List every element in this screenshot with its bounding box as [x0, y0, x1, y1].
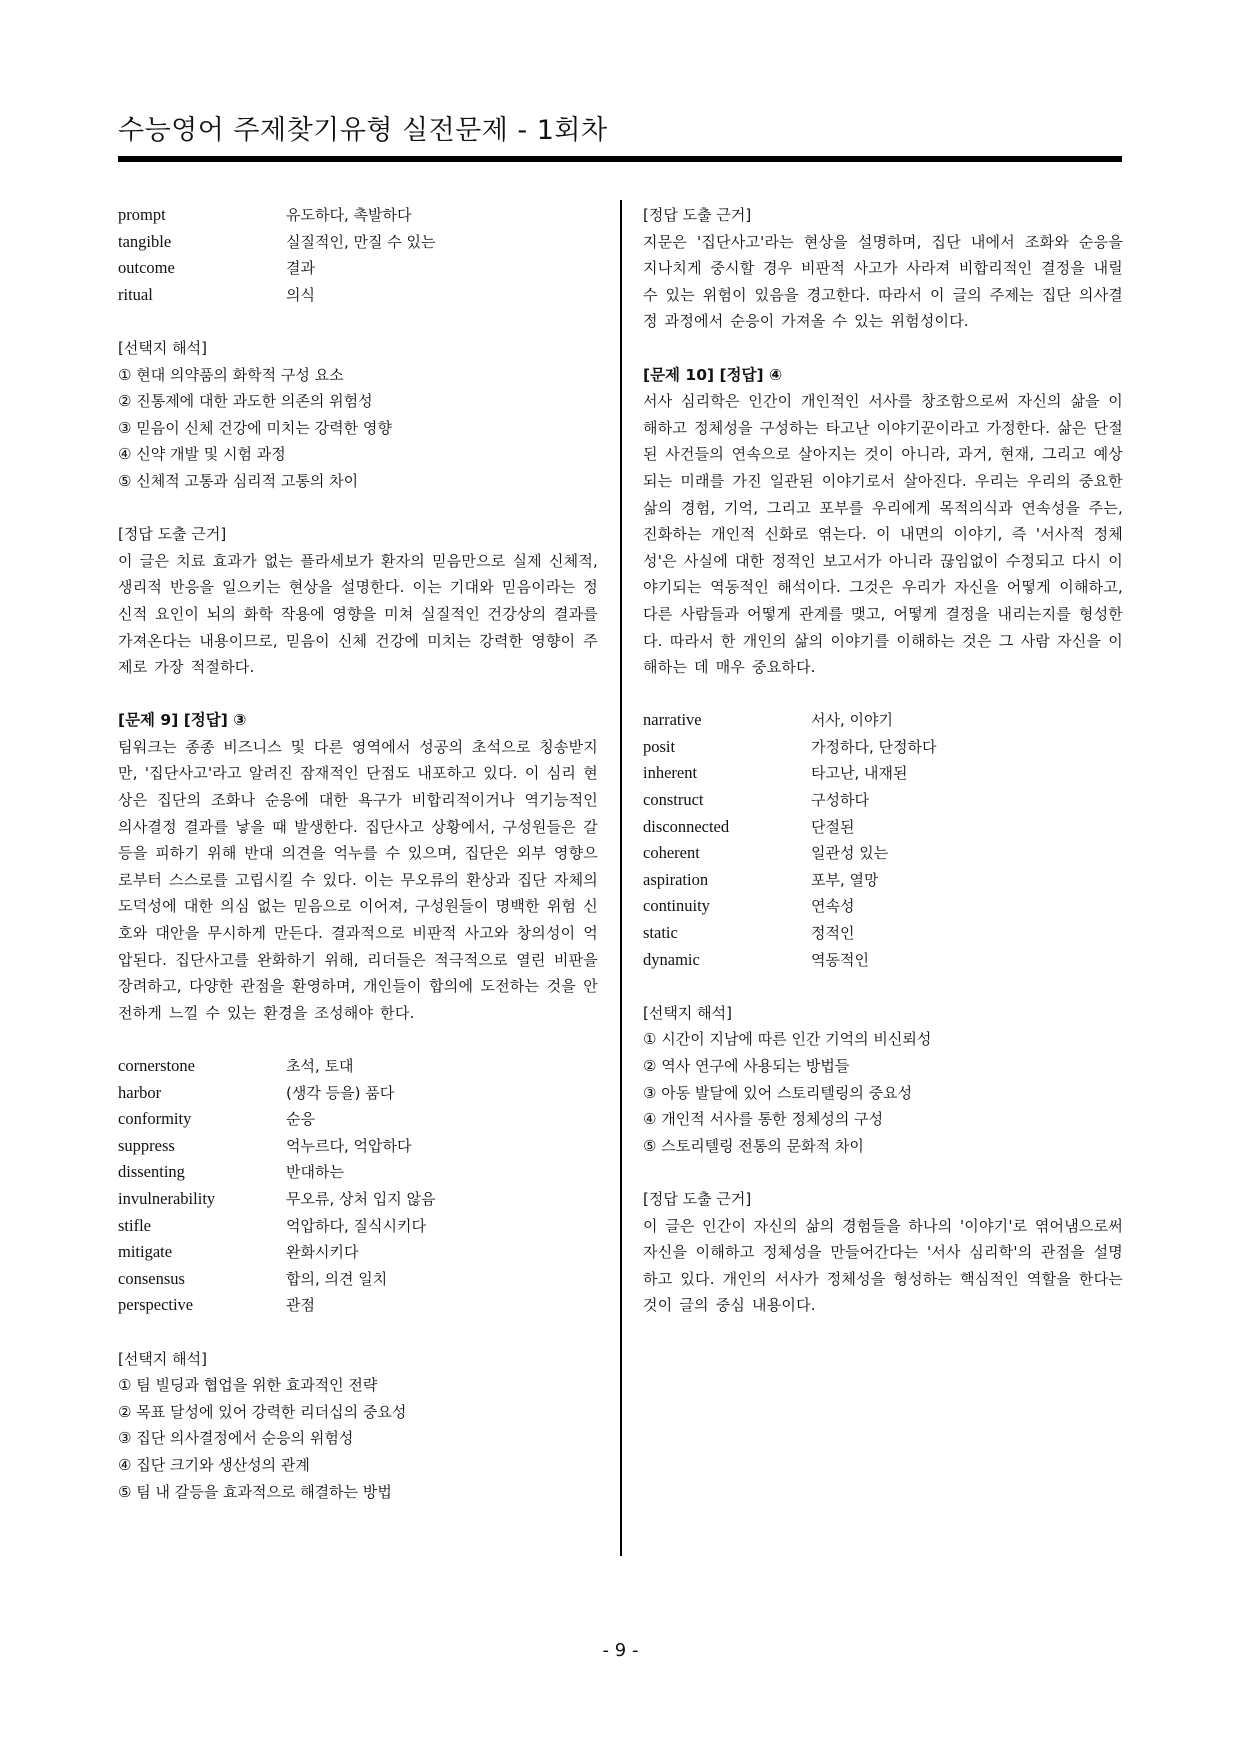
passage-q10: 서사 심리학은 인간이 개인적인 서사를 창조함으로써 자신의 삶을 이해하고 정체성을 구성하는 타고난 이야기꾼이라고 가정한다. 삶은 단절된 사건들의 연속으로 살아지는 것이 아니라, 과거, 현재, 그리고 예상되는 미래를 가진 일관된 이야기로서 살아진다. 우리는 우리의 중요한 삶의 경험, 기억, 그리고 포부를 우리에게 목적의식과 연속성을 주는, 진화하는 개인적 신화로 엮는다. 이 내면의 이야기, 즉 '서사적 정체성'은 사실에 대한 정적인 보고서가 아니라 끊임없이 수정되고 다시 이야기되는 역동적인 해석이다. 그것은 우리가 자신을 어떻게 이해하고, 다른 사람들과 어떻게 관계를 맺고, 어떻게 결정을 내리는지를 형성한다. 따라서 한 개인의 삶의 이야기를 이해하는 것은 그 사람 자신을 이해하는 데 매우 중요하다. — [643, 392, 1123, 677]
vocab-row — [118, 1106, 598, 1133]
vocab-en: perspective — [118, 1295, 194, 1315]
vocab-list-q8 — [118, 202, 598, 308]
vocab-ko: 억누르다, 억압하다 — [286, 1136, 412, 1155]
choice-item: ③ 아동 발달에 있어 스토리텔링의 중요성 — [643, 1083, 913, 1102]
choice-item: ② 진통제에 대한 과도한 의존의 위험성 — [118, 392, 373, 411]
vocab-list-q10 — [643, 707, 1123, 973]
vocab-row — [643, 840, 1123, 867]
vocab-en: coherent — [643, 843, 700, 863]
vocab-en: ritual — [118, 284, 153, 304]
vocab-row — [118, 1266, 598, 1293]
vocab-row — [118, 282, 598, 309]
vocab-en: outcome — [118, 258, 175, 278]
vocab-row — [643, 814, 1123, 841]
vocab-ko: 합의, 의견 일치 — [286, 1269, 388, 1288]
choices-label: [선택지 해석] — [118, 338, 207, 357]
vocab-row — [118, 1133, 598, 1160]
choice-item: ① 현대 의약품의 화학적 구성 요소 — [118, 365, 344, 384]
page-title: 수능영어 주제찾기유형 실전문제 - 1회차 — [118, 115, 608, 146]
vocab-ko: 관점 — [286, 1296, 315, 1315]
vocab-row — [118, 255, 598, 282]
passage-q9: 팀워크는 종종 비즈니스 및 다른 영역에서 성공의 초석으로 칭송받지만, '집단사고'라고 알려진 잠재적인 단점도 내포하고 있다. 이 심리 현상은 집단의 조화나 순응에 대한 욕구가 비합리적이거나 역기능적인 의사결정 결과를 낳을 때 발생한다. 집단사고 상황에서, 구성원들은 갈등을 피하기 위해 반대 의견을 억누를 수 있으며, 집단은 외부 영향으로부터 스스로를 고립시킬 수 있다. 이는 무오류의 환상과 집단 자체의 도덕성에 대한 의심 없는 믿음으로 이어져, 구성원들이 명백한 위험 신호와 대안을 무시하게 만든다. 결과적으로 비판적 사고와 창의성이 억압된다. 집단사고를 완화하기 위해, 리더들은 적극적으로 열린 비판을 장려하고, 다양한 관점을 환영하며, 개인들이 합의에 도전하는 것을 안전하게 느낄 수 있는 환경을 조성해야 한다. — [118, 737, 598, 1022]
vocab-row — [643, 787, 1123, 814]
vocab-en: stifle — [118, 1215, 151, 1235]
question-heading-9: [문제 9] [정답] ③ — [118, 711, 247, 730]
vocab-row — [118, 1053, 598, 1080]
vocab-ko: 포부, 열망 — [811, 870, 879, 889]
vocab-list-q9 — [118, 1053, 598, 1319]
choice-item: ③ 믿음이 신체 건강에 미치는 강력한 영향 — [118, 418, 392, 437]
rationale-label: [정답 도출 근거] — [118, 525, 227, 544]
choice-item: ① 팀 빌딩과 협업을 위한 효과적인 전략 — [118, 1376, 378, 1395]
vocab-ko: 실질적인, 만질 수 있는 — [286, 232, 436, 251]
vocab-en: posit — [643, 736, 676, 756]
choice-item: ② 역사 연구에 사용되는 방법들 — [643, 1057, 850, 1075]
vocab-ko: 유도하다, 촉발하다 — [286, 206, 412, 224]
vocab-ko: 무오류, 상처 입지 않음 — [286, 1189, 436, 1208]
vocab-row — [118, 229, 598, 256]
vocab-ko: 단절된 — [811, 817, 855, 836]
choice-item: ⑤ 스토리텔링 전통의 문화적 차이 — [643, 1136, 864, 1155]
vocab-row — [118, 1213, 598, 1240]
vocab-en: narrative — [643, 710, 702, 730]
choice-item: ④ 신약 개발 및 시험 과정 — [118, 445, 286, 464]
rationale-text: 이 글은 인간이 자신의 삶의 경험들을 하나의 '이야기'로 엮어냄으로써 자신을 이해하고 정체성을 만들어간다는 '서사 심리학'의 관점을 설명하고 있다. 개인의 서사가 정체성을 형성하는 핵심적인 역할을 한다는 것이 글의 중심 내용이다. — [643, 1216, 1123, 1315]
vocab-row — [118, 1239, 598, 1266]
vocab-row — [643, 893, 1123, 920]
choice-item: ⑤ 팀 내 갈등을 효과적으로 해결하는 방법 — [118, 1482, 392, 1501]
choice-item: ④ 개인적 서사를 통한 정체성의 구성 — [643, 1110, 884, 1129]
column-divider — [620, 200, 622, 1556]
vocab-en: static — [643, 923, 678, 943]
vocab-ko: 반대하는 — [286, 1163, 344, 1182]
vocab-en: mitigate — [118, 1242, 173, 1262]
vocab-ko: 연속성 — [811, 897, 855, 916]
vocab-en: aspiration — [643, 869, 709, 889]
vocab-ko: 의식 — [286, 285, 315, 304]
title-rule — [118, 156, 1122, 162]
vocab-en: dissenting — [118, 1162, 185, 1182]
rationale-label: [정답 도출 근거] — [643, 1189, 752, 1208]
vocab-row — [643, 867, 1123, 894]
left-column — [118, 202, 598, 1505]
vocab-en: harbor — [118, 1082, 162, 1102]
rationale-text: 지문은 '집단사고'라는 현상을 설명하며, 집단 내에서 조화와 순응을 지나치게 중시할 경우 비판적 사고가 사라져 비합리적인 결정을 내릴 수 있는 위험이 있음을 경고한다. 따라서 이 글의 주제는 집단 의사결정 과정에서 순응이 가져올 수 있는 위험성이다. — [643, 232, 1123, 331]
vocab-row — [118, 1186, 598, 1213]
vocab-ko: 타고난, 내재된 — [811, 764, 908, 783]
vocab-en: invulnerability — [118, 1188, 216, 1208]
vocab-row — [643, 707, 1123, 734]
vocab-row — [118, 1080, 598, 1107]
question-heading-10: [문제 10] [정답] ④ — [643, 365, 783, 384]
vocab-ko: 일관성 있는 — [811, 844, 889, 863]
page-number: - 9 - — [602, 1640, 639, 1661]
choice-item: ③ 집단 의사결정에서 순응의 위험성 — [118, 1429, 354, 1448]
vocab-en: continuity — [643, 896, 710, 916]
vocab-en: suppress — [118, 1135, 175, 1155]
choice-item: ⑤ 신체적 고통과 심리적 고통의 차이 — [118, 471, 359, 490]
vocab-en: construct — [643, 790, 704, 810]
vocab-ko: 억압하다, 질식시키다 — [286, 1216, 426, 1235]
vocab-en: inherent — [643, 763, 698, 783]
vocab-ko: 구성하다 — [811, 791, 869, 810]
vocab-row — [118, 202, 598, 229]
choice-item: ② 목표 달성에 있어 강력한 리더십의 중요성 — [118, 1402, 407, 1421]
vocab-row — [118, 1292, 598, 1319]
vocab-en: tangible — [118, 231, 172, 251]
vocab-en: disconnected — [643, 816, 730, 836]
vocab-ko: (생각 등을) 품다 — [286, 1083, 395, 1102]
vocab-ko: 정적인 — [811, 924, 855, 943]
choices-label: [선택지 해석] — [118, 1349, 207, 1368]
vocab-row — [643, 760, 1123, 787]
vocab-ko: 서사, 이야기 — [811, 711, 893, 730]
vocab-ko: 초석, 토대 — [286, 1057, 354, 1075]
vocab-ko: 완화시키다 — [286, 1243, 359, 1262]
vocab-row — [643, 920, 1123, 947]
vocab-ko: 가정하다, 단정하다 — [811, 737, 937, 756]
vocab-row — [643, 734, 1123, 761]
choices-label: [선택지 해석] — [643, 1003, 732, 1022]
vocab-en: dynamic — [643, 949, 700, 969]
vocab-ko: 역동적인 — [811, 950, 869, 969]
vocab-en: conformity — [118, 1109, 192, 1129]
choice-item: ④ 집단 크기와 생산성의 관계 — [118, 1455, 310, 1474]
right-column — [643, 202, 1123, 1319]
vocab-ko: 순응 — [286, 1110, 315, 1129]
rationale-label: [정답 도출 근거] — [643, 206, 752, 224]
vocab-en: prompt — [118, 205, 166, 224]
vocab-en: consensus — [118, 1268, 185, 1288]
choice-item: ① 시간이 지남에 따른 인간 기억의 비신뢰성 — [643, 1030, 932, 1049]
vocab-en: cornerstone — [118, 1056, 195, 1075]
rationale-text: 이 글은 치료 효과가 없는 플라세보가 환자의 믿음만으로 실제 신체적, 생리적 반응을 일으키는 현상을 설명한다. 이는 기대와 믿음이라는 정신적 요인이 뇌의 화학 작용에 영향을 미쳐 실질적인 건강상의 결과를 가져온다는 내용이므로, 믿음이 신체 건강에 미치는 강력한 영향이 주제로 가장 적절하다. — [118, 551, 598, 677]
vocab-row — [643, 947, 1123, 974]
vocab-row — [118, 1159, 598, 1186]
vocab-ko: 결과 — [286, 259, 315, 278]
